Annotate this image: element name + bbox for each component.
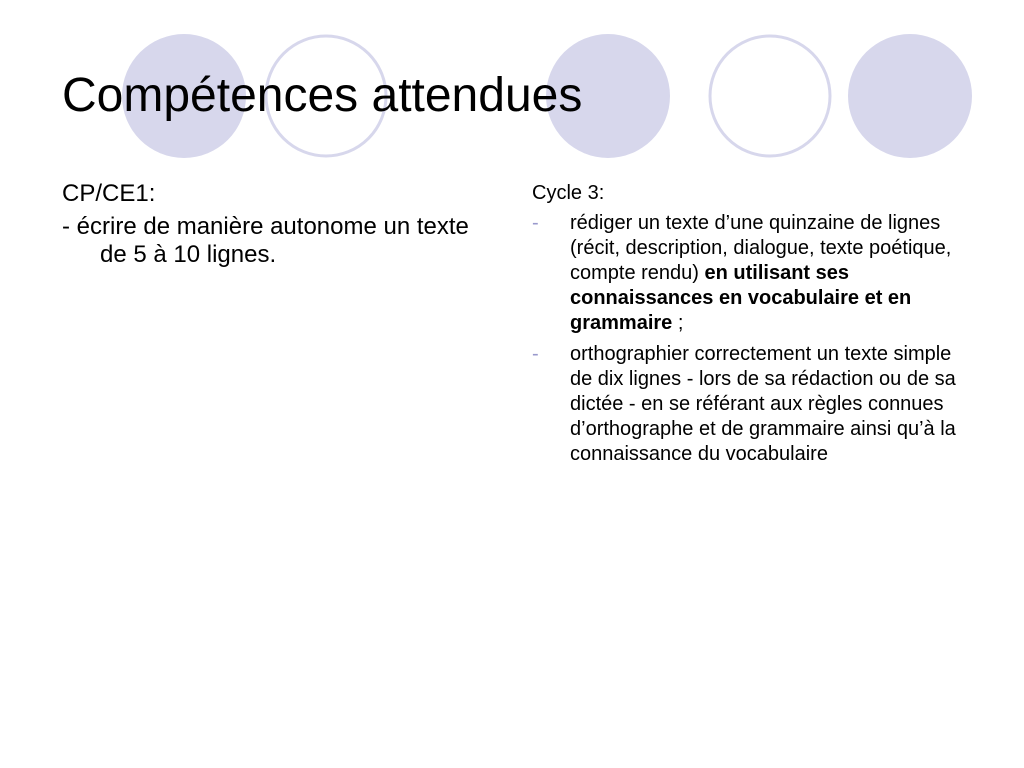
bullet-item [532,342,972,467]
right-column-bullet-list [532,211,972,467]
right-column [532,181,972,473]
left-column-item: - écrire de manière autonome un texte de 5 à 10 lignes. [62,213,469,268]
right-column-heading: Cycle 3: [532,182,605,204]
bullet-bold-text: en utilisant ses connaissances en vocabulaire et en grammaire [570,262,912,334]
slide-title: Compétences attendues [62,69,583,122]
bullet-text: rédiger un texte d’une quinzaine de lignes (récit, description, dialogue, texte poétique, compte rendu) [570,212,952,284]
bullet-text-end: ; [672,312,684,334]
outline-circle-2 [710,36,830,156]
left-column-heading: CP/CE1: [62,180,156,207]
left-column [62,179,502,269]
bullet-item [532,211,972,336]
bullet-text: orthographier correctement un texte simple de dix lignes - lors de sa rédaction ou de sa dictée - en se référant aux règles connues d’orthographe et de grammaire ainsi qu’à la connaissance du vocabulaire [570,343,956,465]
filled-circle-3 [848,34,972,158]
bullet-dash-icon: - [532,343,539,365]
bullet-dash-icon: - [532,212,539,234]
